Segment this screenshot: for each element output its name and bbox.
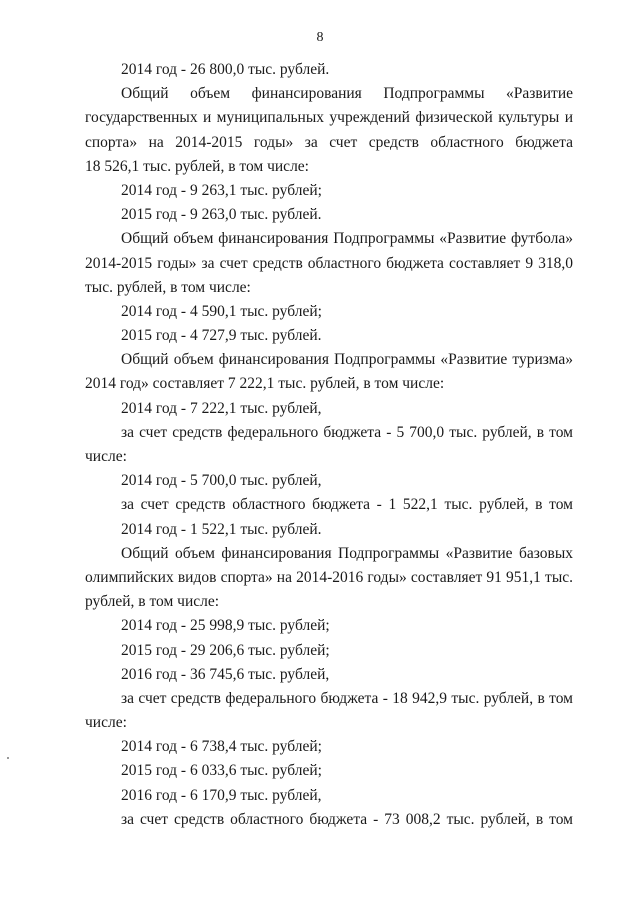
text-line: 2016 год - 6 170,9 тыс. рублей,	[121, 786, 322, 804]
text-line: 2014 год - 6 738,4 тыс. рублей;	[121, 738, 322, 756]
text-line: 2014 год - 26 800,0 тыс. рублей.	[121, 61, 330, 78]
text-line: Общий объем финансирования Подпрограммы «Развитие туризма»	[121, 351, 573, 369]
text-line: Общий объем финансирования Подпрограммы «Развитие	[121, 85, 573, 103]
text-line: 2015 год - 4 727,9 тыс. рублей.	[121, 327, 322, 345]
scan-speck	[7, 757, 9, 759]
text-line: олимпийских видов спорта» на 2014-2016 годы» составляет 91 951,1 тыс.	[85, 568, 573, 586]
text-line: за счет средств федерального бюджета - 18 942,9 тыс. рублей, в том	[121, 689, 573, 707]
page-number: 8	[316, 30, 324, 45]
text-line: 2016 год - 36 745,6 тыс. рублей,	[121, 665, 330, 683]
text-line: Общий объем финансирования Подпрограммы «Развитие футбола»	[121, 230, 573, 248]
text-line: числе:	[85, 448, 127, 465]
text-line: 2014 год - 25 998,9 тыс. рублей;	[121, 617, 330, 635]
text-line: 2014 год - 4 590,1 тыс. рублей;	[121, 302, 322, 320]
text-line: 2015 год - 9 263,0 тыс. рублей.	[121, 206, 322, 224]
text-line: государственных и муниципальных учреждений физической культуры и	[85, 109, 573, 127]
text-line: спорта» на 2014-2015 годы» за счет средств областного бюджета	[85, 133, 573, 151]
text-line: 2014 год» составляет 7 222,1 тыс. рублей, в том числе:	[85, 375, 445, 393]
text-line: 2014-2015 годы» за счет средств областного бюджета составляет 9 318,0	[85, 254, 573, 272]
text-line: 2014 год - 9 263,1 тыс. рублей;	[121, 181, 322, 199]
text-line: Общий объем финансирования Подпрограммы «Развитие базовых	[121, 544, 573, 562]
text-line: числе:	[85, 714, 127, 732]
text-line: 2014 год - 1 522,1 тыс. рублей.	[121, 520, 322, 538]
text-line: 2015 год - 6 033,6 тыс. рублей;	[121, 762, 322, 780]
text-line: за счет средств областного бюджета - 73 008,2 тыс. рублей, в том	[121, 810, 573, 828]
text-line: тыс. рублей, в том числе:	[85, 278, 251, 296]
text-line: 2014 год - 5 700,0 тыс. рублей,	[121, 472, 322, 490]
text-line: рублей, в том числе:	[85, 593, 220, 611]
document-body	[85, 58, 573, 832]
text-line: за счет средств областного бюджета - 1 522,1 тыс. рублей, в том	[121, 496, 573, 514]
text-line: 2014 год - 7 222,1 тыс. рублей,	[121, 399, 322, 417]
text-line: 2015 год - 29 206,6 тыс. рублей;	[121, 641, 330, 659]
text-line: за счет средств федерального бюджета - 5 700,0 тыс. рублей, в том	[121, 423, 573, 441]
text-line: 18 526,1 тыс. рублей, в том числе:	[85, 157, 309, 175]
